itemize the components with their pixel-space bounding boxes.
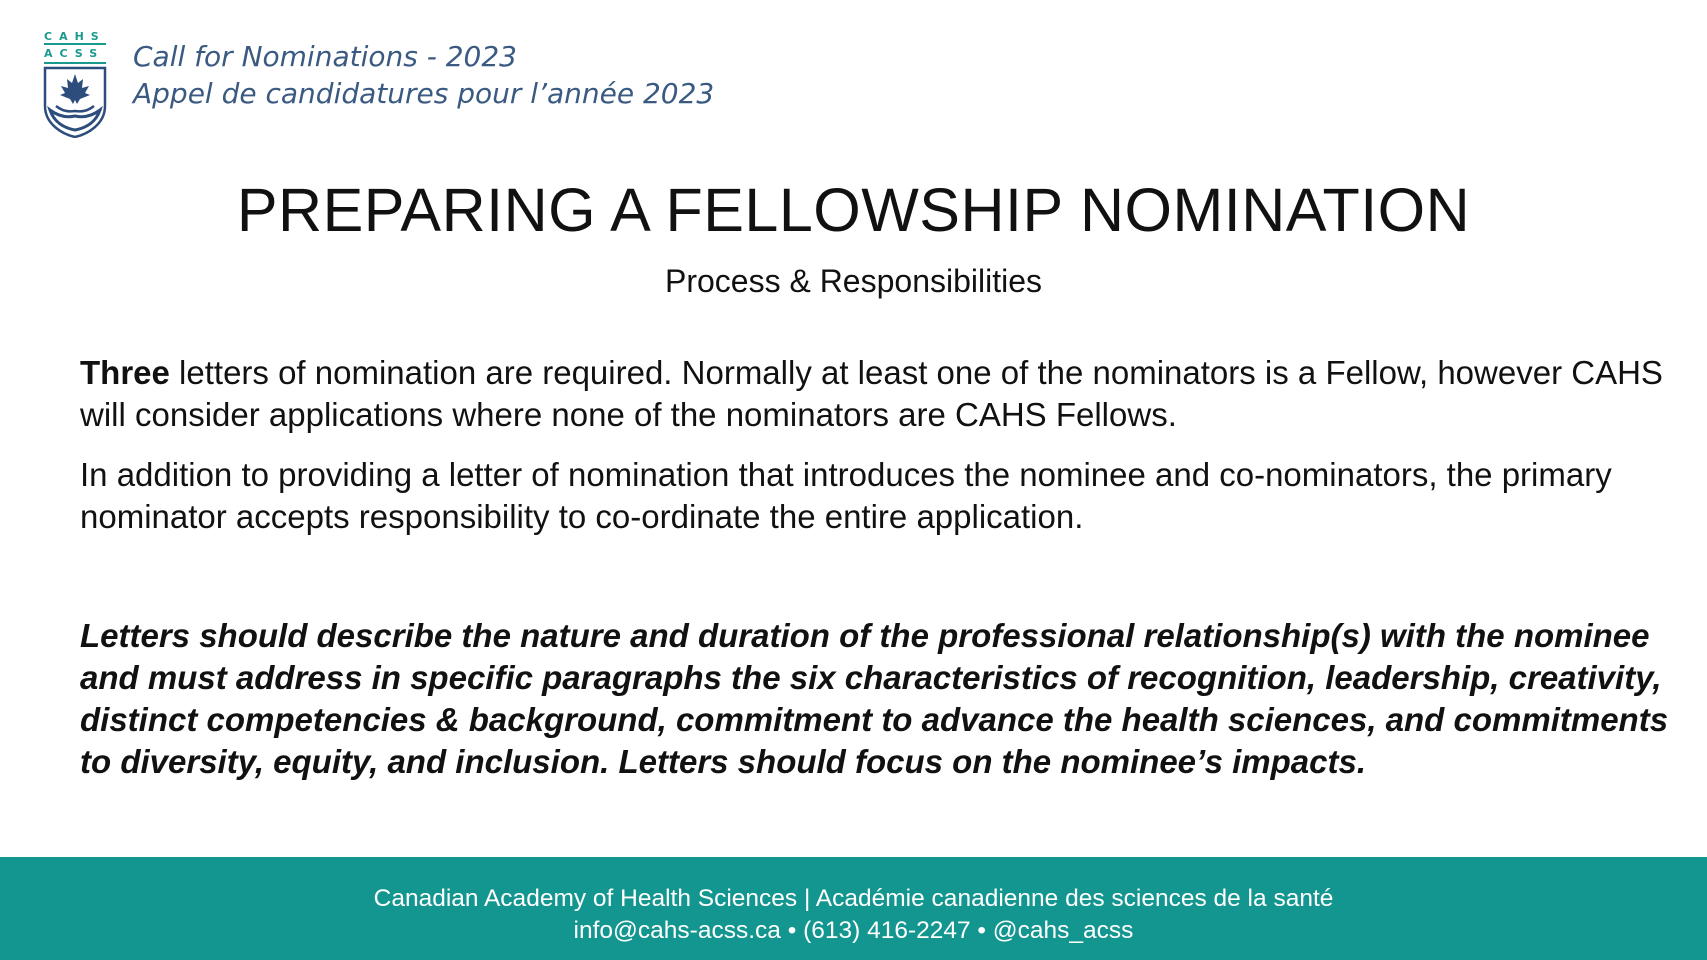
maple-leaf-hands-shield-icon	[42, 66, 108, 138]
logo-rule	[44, 43, 106, 45]
paragraph-bold-lead: Three	[80, 354, 170, 391]
footer-bar	[0, 857, 1707, 960]
logo-letters-bottom: ACSS	[44, 47, 105, 60]
paragraph-letter-guidance: Letters should describe the nature and duration of the professional relationship(s) with the nominee and must address in specific paragraphs the six characteristics of recognition, leadership, creativity, distinct competencies & background, commitment to advance the health sciences, and commitments to diversity, equity, and inclusion. Letters should focus on the nominee’s impacts.	[80, 617, 1669, 780]
cahs-logo	[40, 28, 110, 140]
footer-organization: Canadian Academy of Health Sciences | Académie canadienne des sciences de la santé	[373, 885, 1334, 912]
header-appel-de-candidatures: Appel de candidatures pour l’année 2023	[133, 77, 715, 110]
paragraph-text: letters of nomination are required. Normally at least one of the nominators is a Fellow, however CAHS will consider applications where none of the nominators are CAHS Fellows.	[80, 354, 1663, 433]
footer-contact: info@cahs-acss.ca • (613) 416-2247 • @cahs_acss	[573, 917, 1134, 944]
page-subtitle: Process & Responsibilities	[664, 263, 1043, 299]
header-call-for-nominations: Call for Nominations - 2023	[133, 40, 517, 73]
page-title: PREPARING A FELLOWSHIP NOMINATION	[236, 176, 1471, 244]
paragraph-letters-required	[80, 352, 1680, 436]
paragraph-primary-nominator: In addition to providing a letter of nomination that introduces the nominee and co-nominators, the primary nominator accepts responsibility to co-ordinate the entire application.	[80, 456, 1612, 535]
logo-letters-top: CAHS	[44, 30, 106, 43]
logo-rule	[44, 62, 106, 64]
